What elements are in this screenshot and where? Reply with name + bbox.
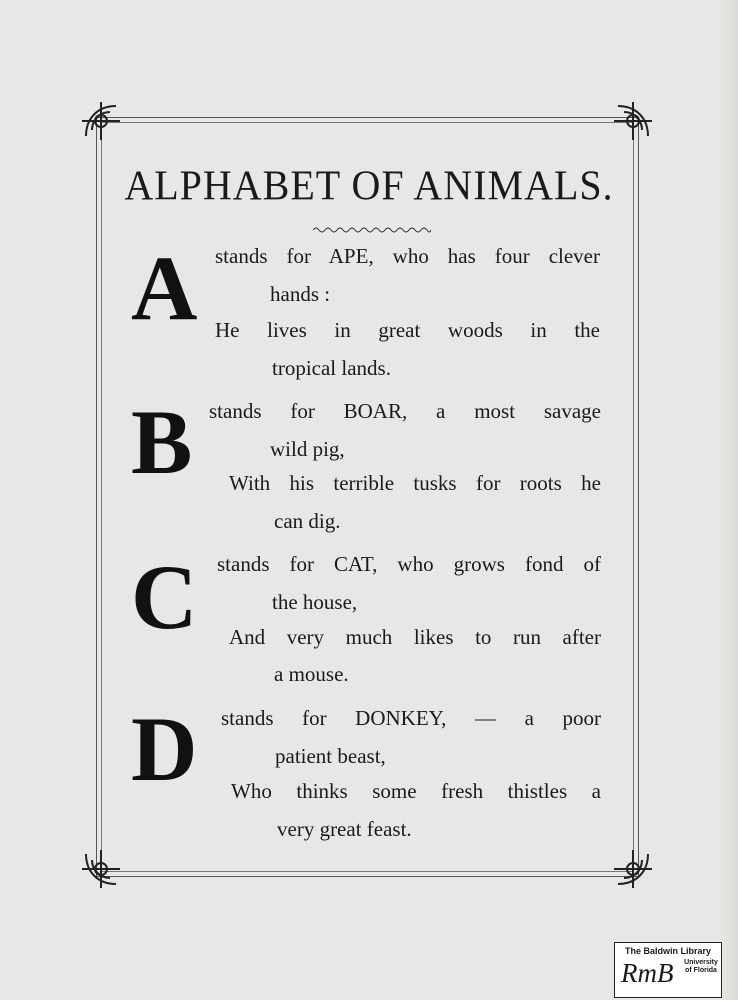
entry-c (0, 546, 738, 700)
entry-d (0, 698, 738, 853)
verse-line: very great feast. (277, 817, 412, 841)
verse-line: patient beast, (275, 744, 386, 768)
verse-line: stands for CAT, who grows fond of (217, 552, 601, 576)
initial-letter: C (131, 546, 198, 648)
verse-line: stands for BOAR, a most savage (209, 399, 601, 423)
verse-line: wild pig, (270, 437, 345, 461)
verse-line: tropical lands. (272, 356, 391, 380)
initial-letter: D (131, 698, 198, 800)
library-stamp (614, 942, 722, 998)
corner-ornament-icon (78, 98, 124, 144)
verse-line: And very much likes to run after (229, 625, 601, 649)
stamp-library-name: The Baldwin Library (624, 946, 711, 956)
entry-a (0, 237, 738, 390)
verse-line: stands for DONKEY, — a poor (221, 706, 601, 730)
verse-line: stands for APE, who has four clever (215, 244, 600, 268)
page-title: ALPHABET OF ANIMALS. (124, 161, 614, 210)
stamp-university: University of Florida (684, 959, 718, 974)
stamp-initials: RmB (621, 958, 674, 988)
initial-letter: B (131, 391, 193, 493)
verse-line: With his terrible tusks for roots he (229, 471, 601, 495)
verse-line: hands : (270, 282, 331, 306)
entry-b (0, 391, 738, 545)
verse-line: Who thinks some fresh thistles a (231, 779, 601, 803)
verse-line: the house, (272, 590, 358, 614)
initial-letter: A (131, 237, 198, 339)
verse-line: He lives in great woods in the (215, 318, 600, 342)
title-divider (313, 226, 431, 234)
verse-line: can dig. (274, 509, 341, 533)
corner-ornament-icon (610, 98, 656, 144)
verse-line: a mouse. (274, 662, 349, 686)
